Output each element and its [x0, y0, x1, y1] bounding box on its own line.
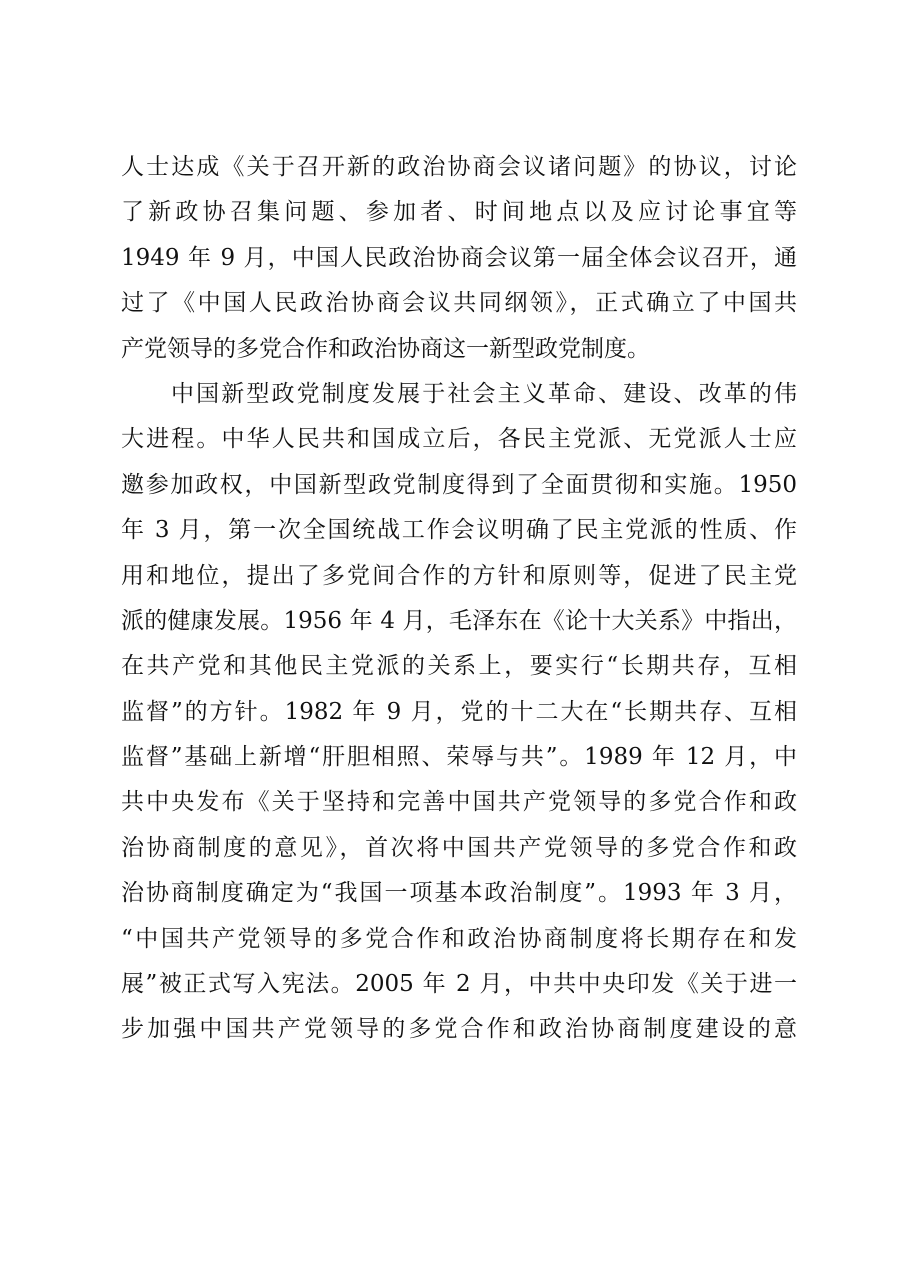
text-line: 派的健康发展。1956 年 4 月，毛泽东在《论十大关系》中指出， — [121, 607, 797, 634]
text-line: “中国共产党领导的多党合作和政治协商制度将长期存在和发 — [121, 925, 797, 952]
text-line: 了新政协召集问题、参加者、时间地点以及应讨论事宜等 — [121, 199, 797, 226]
text-line: 邀参加政权，中国新型政党制度得到了全面贯彻和实施。1950 — [121, 471, 797, 498]
text-line: 产党领导的多党合作和政治协商这一新型政党制度。 — [121, 335, 650, 362]
paragraph-first-line: 中国新型政党制度发展于社会主义革命、建设、改革的伟 — [171, 380, 797, 407]
text-line: 大进程。中华人民共和国成立后，各民主党派、无党派人士应 — [121, 426, 797, 453]
text-line: 步加强中国共产党领导的多党合作和政治协商制度建设的意 — [121, 1016, 797, 1043]
text-line: 用和地位，提出了多党间合作的方针和原则等，促进了民主党 — [121, 562, 797, 589]
text-line: 1949 年 9 月，中国人民政治协商会议第一届全体会议召开，通 — [121, 244, 797, 271]
text-line: 人士达成《关于召开新的政治协商会议诸问题》的协议，讨论 — [121, 154, 797, 180]
text-line: 过了《中国人民政治协商会议共同纲领》，正式确立了中国共 — [121, 290, 797, 317]
body-text — [121, 145, 797, 1053]
text-line: 在共产党和其他民主党派的关系上，要实行“长期共存，互相 — [121, 653, 797, 680]
text-line: 监督”的方针。1982 年 9 月，党的十二大在“长期共存、互相 — [121, 698, 797, 725]
text-line: 展”被正式写入宪法。2005 年 2 月，中共中央印发《关于进一 — [121, 971, 797, 998]
text-line: 监督”基础上新增“肝胆相照、荣辱与共”。1989 年 12 月，中 — [121, 744, 797, 771]
text-line: 年 3 月，第一次全国统战工作会议明确了民主党派的性质、作 — [121, 517, 797, 544]
text-line: 共中央发布《关于坚持和完善中国共产党领导的多党合作和政 — [121, 789, 797, 816]
text-line: 治协商制度确定为“我国一项基本政治制度”。1993 年 3 月， — [121, 880, 797, 907]
text-line: 治协商制度的意见》，首次将中国共产党领导的多党合作和政 — [121, 834, 797, 861]
